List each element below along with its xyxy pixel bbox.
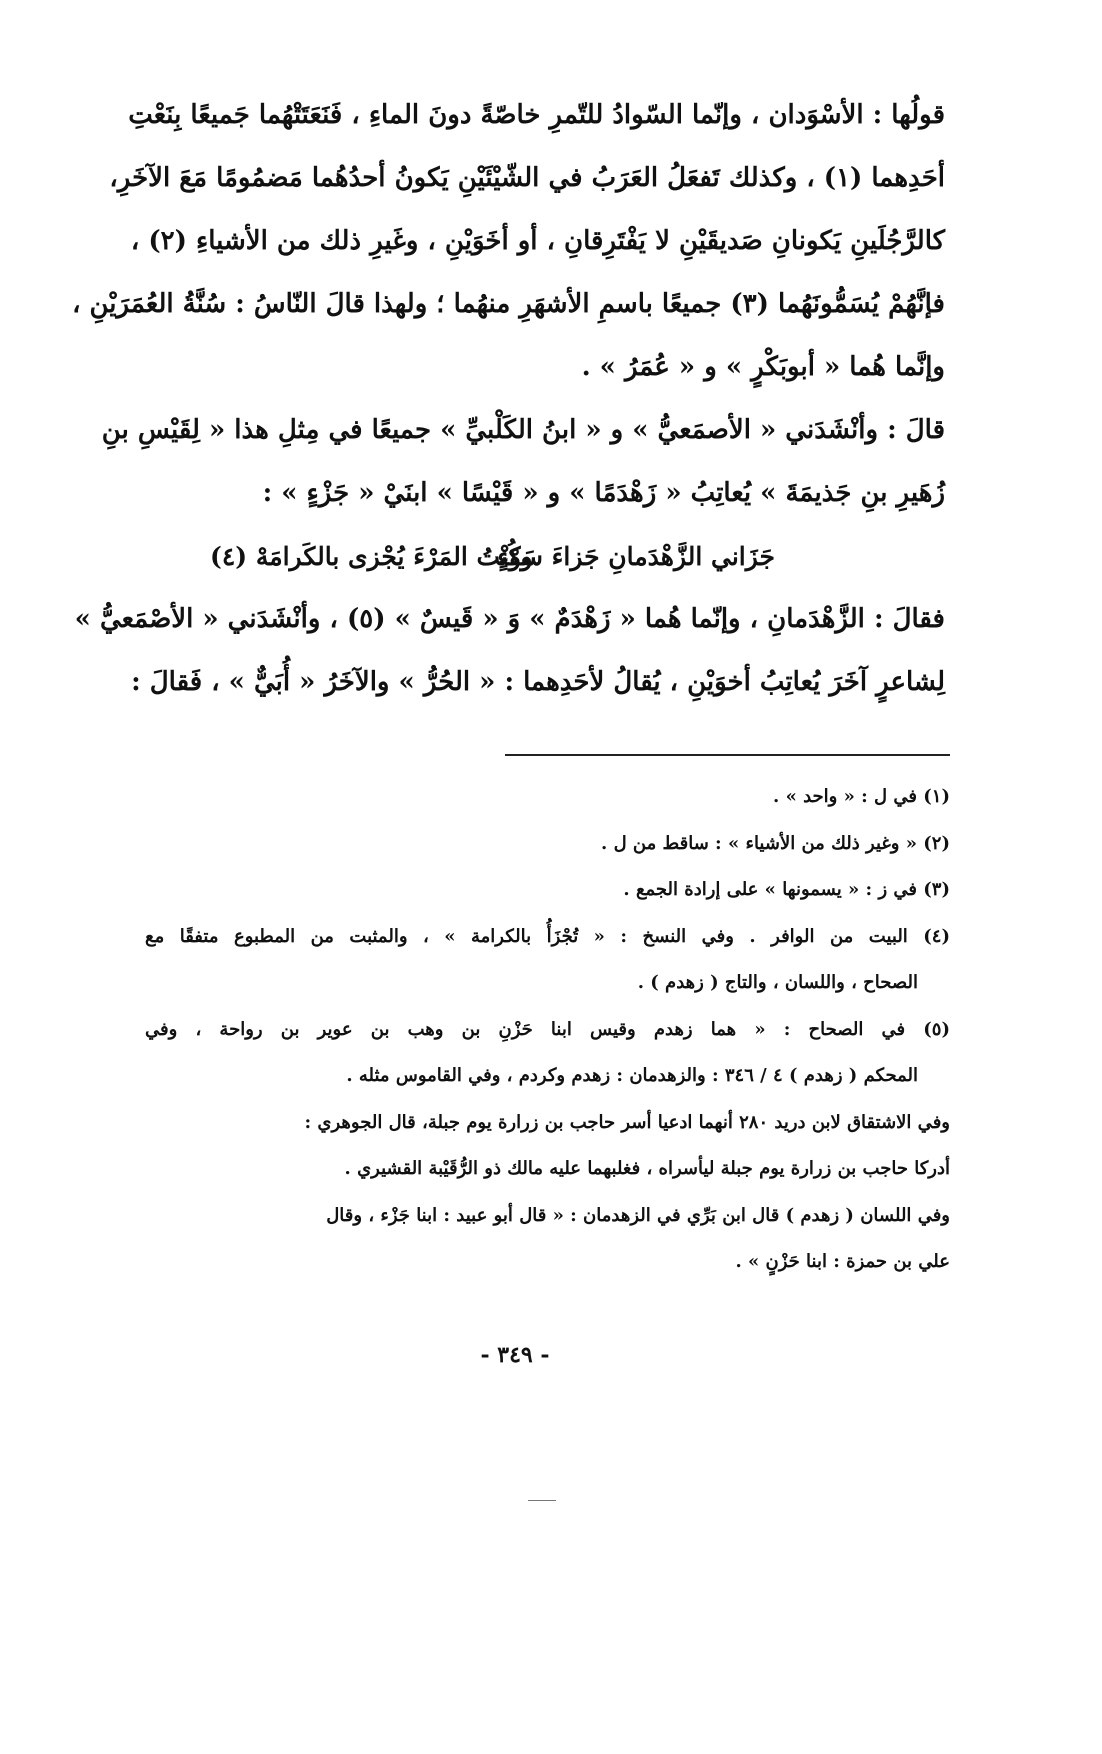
text-line-9: فقالَ : الزَّهْدَمانِ ، وإنّما هُما « زَهْدَمٌ » وَ « قَيسٌ » (٥) ، وأنْشَدَني « الأصْمَعيُّ » [74,604,945,634]
verse-first-hemistich: جَزَاني الزَّهْدَمانِ جَزاءَ سَوْءٍ [497,542,775,571]
footnote-4-line-1: (٤) البيت من الوافر . وفي النسخ : « تُجْزَأُ بالكرامة » ، والمثبت من المطبوع متفقًا مع [145,925,950,947]
footnote-separator [505,754,950,756]
text-line-4: فإنَّهُمْ يُسَمُّونَهُما (٣) جميعًا باسمِ الأشهَرِ منهُما ؛ ولهذا قالَ النّاسُ : سُنَّةُ العُمَرَيْنِ ، [72,289,945,319]
footnote-5-line-5: وفي اللسان ( زهدم ) قال ابن بَرِّي في الزهدمان : « قال أبو عبيد : ابنا جَزْء ، وقال [326,1204,950,1226]
footnote-5-line-1: (٥) في الصحاح : « هما زهدم وقيس ابنا حَزْنِ بن وهب بن عوير بن رواحة ، وفي [145,1018,950,1040]
text-line-2: أحَدِهما (١) ، وكذلك تَفعَلُ العَرَبُ في الشّيْئَيْنِ يَكونُ أحدُهُما مَضمُومًا مَعَ الآخَرِ، [109,163,945,193]
footnote-4-line-2: الصحاح ، واللسان ، والتاج ( زهدم ) . [637,972,918,993]
footnote-3: (٣) في ز : « يسمونها » على إرادة الجمع . [623,879,950,900]
text-line-5: وإنَّما هُما « أبوبَكْرٍ » و « عُمَرُ » . [581,352,945,382]
footnote-5-line-4: أدركا حاجب بن زرارة يوم جبلة ليأسراه ، فغلبهما عليه مالك ذو الرُّقَيْبة القشيري . [344,1158,950,1179]
verse-second-hemistich: وكُنْتُ المَرْءَ يُجْزى بالكَرامَهْ (٤) [210,542,533,571]
stray-mark [528,1500,556,1501]
footnote-5-line-3: وفي الاشتقاق لابن دريد ٢٨٠ أنهما ادعيا أسر حاجب بن زرارة يوم جبلة، قال الجوهري : [304,1111,950,1133]
text-line-7: زُهَيرِ بنِ جَذيمَةَ » يُعاتِبُ « زَهْدَمًا » و « قَيْسًا » ابنَيْ « جَزْءٍ » : [262,478,945,508]
text-line-10: لِشاعرٍ آخَرَ يُعاتِبُ أخوَيْنِ ، يُقالُ لأحَدِهما : « الحُرُّ » والآخَرُ « أُبَيٌّ » ، فَقالَ : [131,667,945,697]
footnote-1: (١) في ل : « واحد » . [773,786,950,807]
footnote-2: (٢) « وغير ذلك من الأشياء » : ساقط من ل . [601,832,950,854]
text-line-3: كالرَّجُلَينِ يَكونانِ صَديقَيْنِ لا يَفْتَرِقانِ ، أو أخَوَيْنِ ، وغَيرِ ذلك من الأشياءِ (٢) ، [130,226,945,256]
page-number: - ٣٤٩ - [480,1342,550,1368]
main-text [72,84,945,714]
text-line-1: قولُها : الأسْوَدان ، وإنّما السّوادُ للتّمرِ خاصّةً دونَ الماءِ ، فَنَعَتَتْهُما جَميعًا بِنَعْتِ [128,100,945,130]
poetry-verse [150,525,945,588]
footnote-5-line-2: المحكم ( زهدم ) ٤ / ٣٤٦ : والزهدمان : زهدم وكردم ، وفي القاموس مثله . [346,1065,918,1086]
footnote-5-line-6: علي بن حمزة : ابنا حَزْنٍ » . [735,1251,950,1272]
footnotes [145,774,950,1286]
text-line-6: قالَ : وأنْشَدَني « الأصمَعيُّ » و « ابنُ الكَلْبيِّ » جميعًا في مِثلِ هذا « لِقَيْسِ بنِ [101,415,945,445]
